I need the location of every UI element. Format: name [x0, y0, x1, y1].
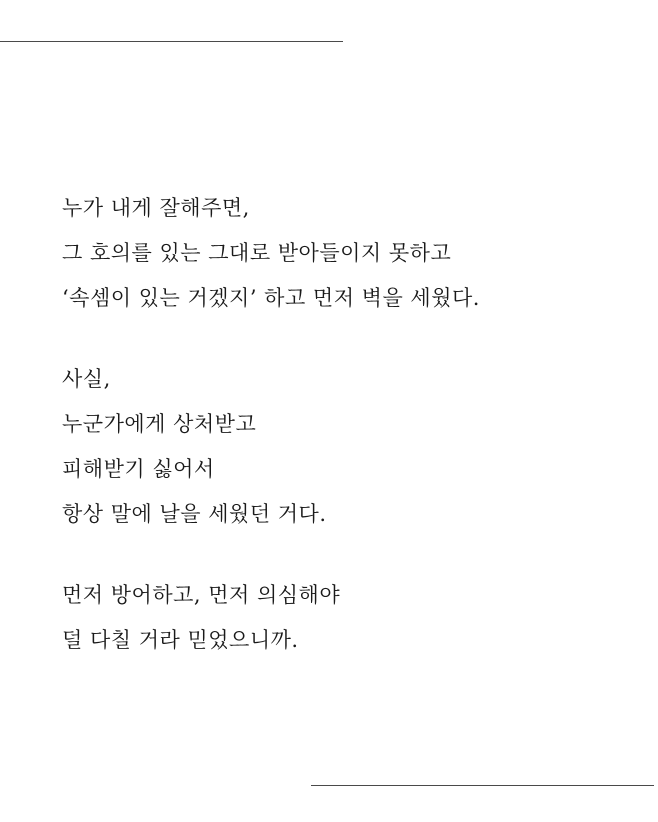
poem-line: 그 호의를 있는 그대로 받아들이지 못하고	[62, 241, 452, 265]
stanza	[62, 357, 622, 537]
poem-line: 누군가에게 상처받고	[62, 412, 257, 436]
poem-line: 누가 내게 잘해주면,	[62, 196, 250, 220]
poem-line: ‘속셈이 있는 거겠지’ 하고 먼저 벽을 세웠다.	[62, 286, 480, 310]
poem-line: 항상 말에 날을 세웠던 거다.	[62, 502, 327, 526]
poem-line: 피해받기 싫어서	[62, 457, 215, 481]
bottom-divider	[311, 785, 654, 786]
top-divider	[0, 41, 343, 42]
poem-line: 먼저 방어하고, 먼저 의심해야	[62, 583, 341, 607]
poem-text	[62, 186, 622, 663]
stanza	[62, 573, 622, 663]
poem-line: 덜 다칠 거라 믿었으니까.	[62, 628, 299, 652]
poem-line: 사실,	[62, 367, 111, 391]
stanza	[62, 186, 622, 321]
